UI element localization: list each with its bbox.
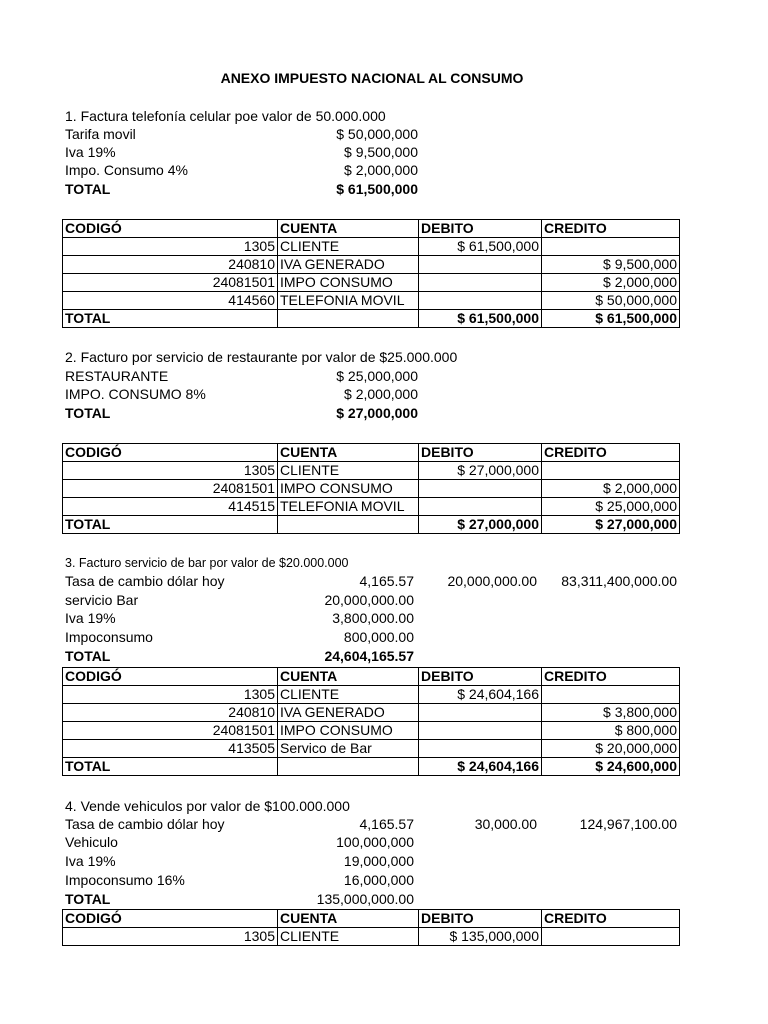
s3-product-value: 83,311,400,000.00 [561, 573, 677, 589]
cell-debito: $ 24,604,166 [419, 686, 542, 704]
cell-codigo: 240810 [63, 256, 278, 274]
s4-line-label: Impoconsumo 16% [65, 872, 185, 888]
table-total-row [63, 310, 680, 328]
cell-codigo: 1305 [63, 462, 278, 480]
s3-line-label: Iva 19% [65, 610, 116, 626]
s4-line-value: 16,000,000 [343, 872, 414, 888]
cell-credito: $ 25,000,000 [542, 498, 680, 516]
table-header-row [63, 668, 680, 686]
header-debito: DEBITO [419, 444, 542, 462]
cell-credito: $ 800,000 [542, 722, 680, 740]
header-codigo: CODIGÓ [63, 444, 278, 462]
s4-line-value: 19,000,000 [343, 853, 414, 869]
s3-total-value: 24,604,165.57 [324, 648, 414, 664]
total-credito: $ 61,500,000 [542, 310, 680, 328]
table-header-row [63, 910, 680, 928]
cell-credito: $ 20,000,000 [542, 740, 680, 758]
s4-rate-value: 4,165.57 [359, 816, 414, 832]
table-row [63, 498, 680, 516]
s4-total-value: 135,000,000.00 [316, 891, 414, 907]
header-credito: CREDITO [542, 220, 680, 238]
header-debito: DEBITO [419, 910, 542, 928]
total-cuenta-empty [278, 516, 419, 534]
header-cuenta: CUENTA [278, 220, 419, 238]
s1-line-value: $ 9,500,000 [344, 144, 418, 160]
table-row [63, 462, 680, 480]
s1-line-value: $ 50,000,000 [336, 126, 418, 142]
cell-debito [419, 274, 542, 292]
header-credito: CREDITO [542, 910, 680, 928]
s4-rate-label: Tasa de cambio dólar hoy [65, 816, 225, 832]
s1-line-label: Iva 19% [65, 144, 116, 160]
header-cuenta: CUENTA [278, 444, 419, 462]
header-codigo: CODIGÓ [63, 668, 278, 686]
table-total-row [63, 758, 680, 776]
s2-total-value: $ 27,000,000 [336, 405, 418, 421]
total-debito: $ 24,604,166 [419, 758, 542, 776]
s3-rate-label: Tasa de cambio dólar hoy [65, 573, 225, 589]
s4-ledger-table [62, 909, 680, 946]
cell-credito: $ 50,000,000 [542, 292, 680, 310]
s4-amount-value: 30,000.00 [474, 816, 537, 832]
table-row [63, 274, 680, 292]
total-cuenta-empty [278, 310, 419, 328]
cell-cuenta: Servico de Bar [278, 740, 419, 758]
header-cuenta: CUENTA [278, 668, 419, 686]
table-row [63, 292, 680, 310]
s3-line-label: Impoconsumo [65, 629, 153, 645]
section-1-heading: 1. Factura telefonía celular poe valor de 50.000.000 [65, 108, 386, 124]
cell-cuenta: CLIENTE [278, 462, 419, 480]
header-debito: DEBITO [419, 668, 542, 686]
s2-line-label: RESTAURANTE [65, 368, 169, 384]
cell-cuenta: CLIENTE [278, 238, 419, 256]
cell-cuenta: CLIENTE [278, 686, 419, 704]
section-4-heading: 4. Vende vehiculos por valor de $100.000.000 [65, 798, 350, 814]
cell-codigo: 1305 [63, 686, 278, 704]
cell-credito [542, 462, 680, 480]
header-debito: DEBITO [419, 220, 542, 238]
s1-total-value: $ 61,500,000 [336, 181, 418, 197]
cell-debito [419, 498, 542, 516]
header-cuenta: CUENTA [278, 910, 419, 928]
s4-total-label: TOTAL [65, 891, 111, 907]
cell-debito [419, 704, 542, 722]
cell-cuenta: TELEFONIA MOVIL [278, 498, 419, 516]
s3-line-value: 20,000,000.00 [324, 592, 414, 608]
cell-debito [419, 256, 542, 274]
cell-debito: $ 135,000,000 [419, 928, 542, 946]
cell-debito [419, 480, 542, 498]
table-row [63, 722, 680, 740]
cell-codigo: 24081501 [63, 274, 278, 292]
cell-codigo: 24081501 [63, 480, 278, 498]
cell-cuenta: IMPO CONSUMO [278, 722, 419, 740]
cell-cuenta: IMPO CONSUMO [278, 480, 419, 498]
s4-line-label: Vehiculo [65, 834, 118, 850]
table-total-row [63, 516, 680, 534]
cell-credito: $ 2,000,000 [542, 274, 680, 292]
s3-line-value: 800,000.00 [343, 629, 414, 645]
header-credito: CREDITO [542, 444, 680, 462]
table-row [63, 928, 680, 946]
s2-line-label: IMPO. CONSUMO 8% [65, 386, 206, 402]
page-title: ANEXO IMPUESTO NACIONAL AL CONSUMO [220, 70, 524, 86]
s1-ledger-table [62, 219, 680, 328]
s4-line-label: Iva 19% [65, 853, 116, 869]
table-row [63, 256, 680, 274]
total-credito: $ 24,600,000 [542, 758, 680, 776]
s3-ledger-table [62, 667, 680, 776]
cell-credito: $ 3,800,000 [542, 704, 680, 722]
s1-line-label: Tarifa movil [65, 126, 136, 142]
table-row [63, 480, 680, 498]
section-2-heading: 2. Facturo por servicio de restaurante por valor de $25.000.000 [65, 349, 458, 365]
cell-codigo: 413505 [63, 740, 278, 758]
cell-cuenta: IMPO CONSUMO [278, 274, 419, 292]
total-debito: $ 61,500,000 [419, 310, 542, 328]
cell-codigo: 24081501 [63, 722, 278, 740]
s3-total-label: TOTAL [65, 648, 111, 664]
table-row [63, 740, 680, 758]
s4-line-value: 100,000,000 [336, 834, 414, 850]
s2-total-label: TOTAL [65, 405, 111, 421]
s2-line-value: $ 25,000,000 [336, 368, 418, 384]
cell-debito [419, 740, 542, 758]
cell-credito: $ 2,000,000 [542, 480, 680, 498]
cell-cuenta: TELEFONIA MOVIL [278, 292, 419, 310]
s4-product-value: 124,967,100.00 [579, 816, 677, 832]
cell-codigo: 1305 [63, 928, 278, 946]
cell-credito [542, 928, 680, 946]
header-credito: CREDITO [542, 668, 680, 686]
s1-line-value: $ 2,000,000 [344, 162, 418, 178]
cell-cuenta: IVA GENERADO [278, 704, 419, 722]
s3-line-label: servicio Bar [65, 592, 139, 608]
cell-cuenta: IVA GENERADO [278, 256, 419, 274]
total-cuenta-empty [278, 758, 419, 776]
header-codigo: CODIGÓ [63, 910, 278, 928]
cell-debito: $ 27,000,000 [419, 462, 542, 480]
table-row [63, 704, 680, 722]
s3-amount-value: 20,000,000.00 [447, 573, 537, 589]
table-row [63, 686, 680, 704]
s3-rate-value: 4,165.57 [359, 573, 414, 589]
cell-codigo: 414515 [63, 498, 278, 516]
total-credito: $ 27,000,000 [542, 516, 680, 534]
total-label: TOTAL [63, 310, 278, 328]
cell-codigo: 1305 [63, 238, 278, 256]
total-debito: $ 27,000,000 [419, 516, 542, 534]
table-header-row [63, 444, 680, 462]
cell-debito [419, 292, 542, 310]
cell-debito: $ 61,500,000 [419, 238, 542, 256]
s1-total-label: TOTAL [65, 181, 111, 197]
cell-credito: $ 9,500,000 [542, 256, 680, 274]
section-3-heading: 3. Facturo servicio de bar por valor de $20.000.000 [65, 556, 349, 570]
cell-credito [542, 238, 680, 256]
table-header-row [63, 220, 680, 238]
cell-codigo: 240810 [63, 704, 278, 722]
cell-cuenta: CLIENTE [278, 928, 419, 946]
s2-ledger-table [62, 443, 680, 534]
total-label: TOTAL [63, 516, 278, 534]
s2-line-value: $ 2,000,000 [344, 386, 418, 402]
cell-debito [419, 722, 542, 740]
table-row [63, 238, 680, 256]
cell-credito [542, 686, 680, 704]
header-codigo: CODIGÓ [63, 220, 278, 238]
total-label: TOTAL [63, 758, 278, 776]
cell-codigo: 414560 [63, 292, 278, 310]
s3-line-value: 3,800,000.00 [332, 610, 414, 626]
s1-line-label: Impo. Consumo 4% [65, 162, 188, 178]
